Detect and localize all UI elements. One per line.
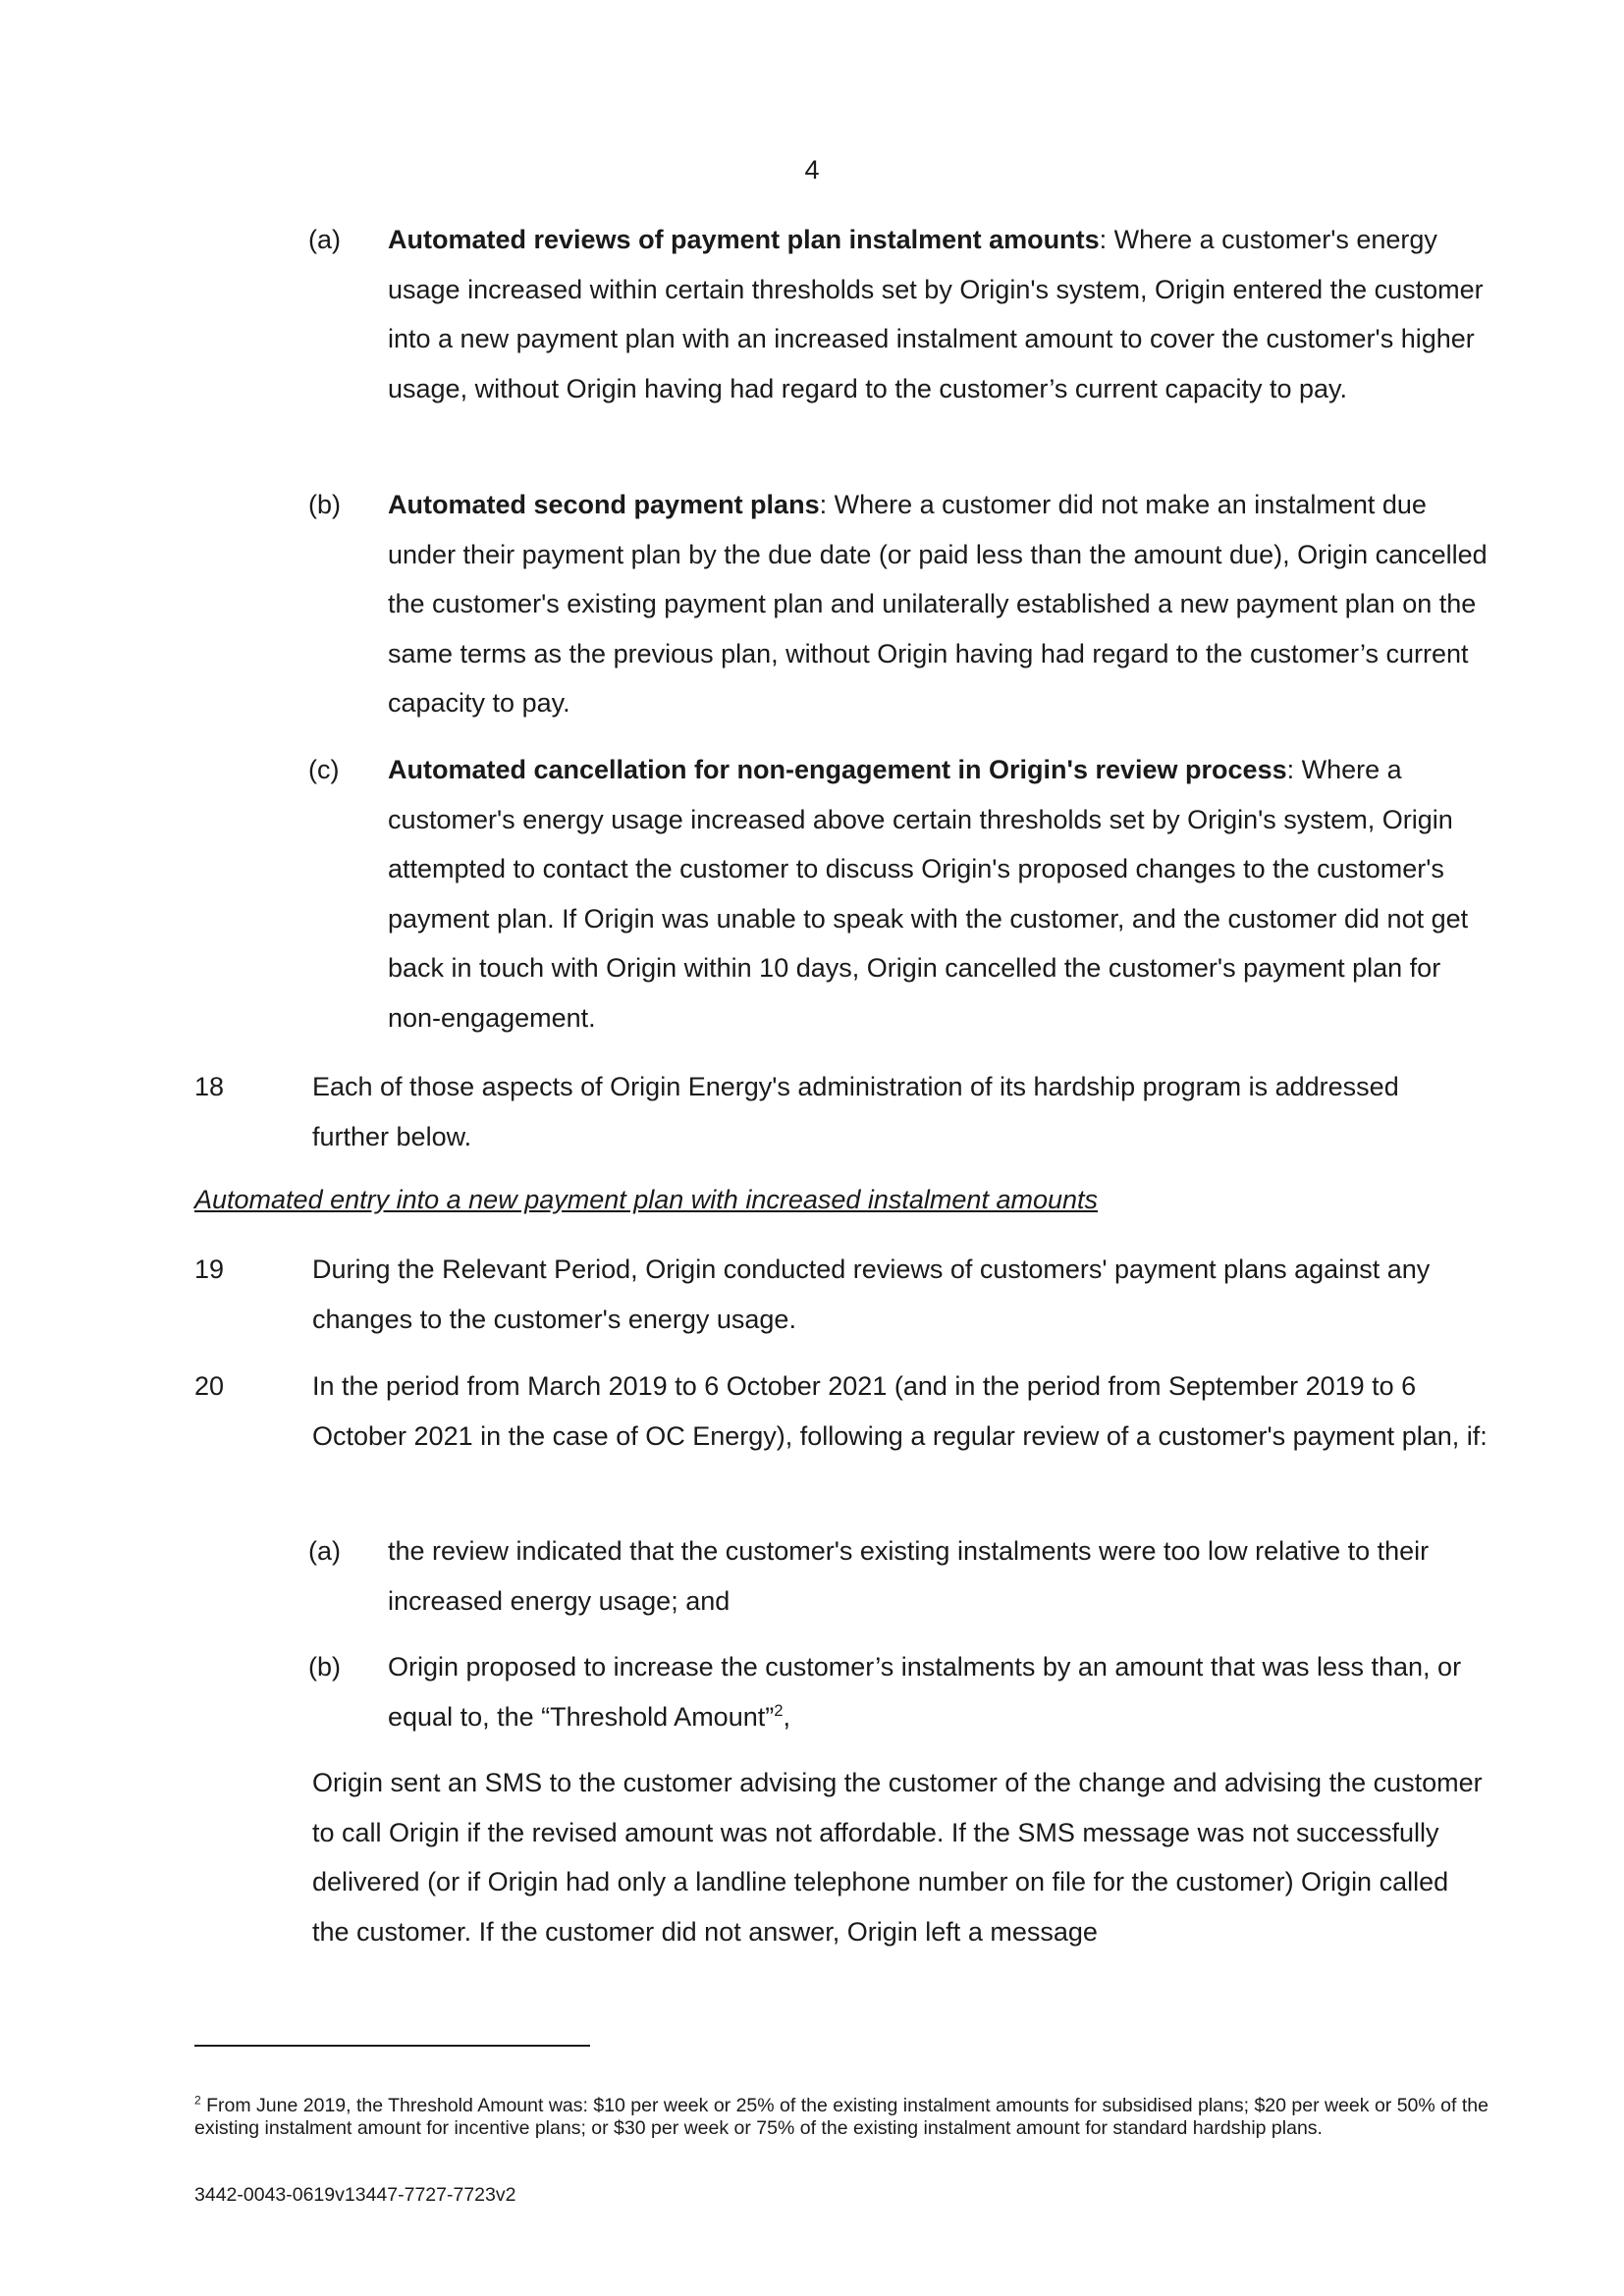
footnote xyxy=(194,2095,1490,2140)
item-a-text xyxy=(388,215,1488,413)
page-number: 4 xyxy=(804,155,820,185)
footnote-text: From June 2019, the Threshold Amount was: $10 per week or 25% of the existing instalment amounts for subsidised plans; $20 per week or 50% of the existing instalment amount for incentive plans; or $30 per week or 75% of the existing instalment amount for standard hardship plans. xyxy=(194,2095,1489,2139)
document-reference: 3442-0043-0619v13447-7727-7723v2 xyxy=(194,2184,516,2206)
footnote-reference[interactable]: 2 xyxy=(774,1700,784,1720)
paragraph-20-item-b-label: (b) xyxy=(308,1652,341,1682)
paragraph-20-item-a-text: the review indicated that the customer's existing instalments were too low relative to their increased energy usage; and xyxy=(388,1536,1430,1616)
item-c-heading: Automated cancellation for non-engagement in Origin's review process xyxy=(388,755,1287,784)
paragraph-20-number: 20 xyxy=(194,1371,225,1401)
paragraph-18-number: 18 xyxy=(194,1072,225,1101)
item-a-label: (a) xyxy=(308,225,341,254)
section-heading: Automated entry into a new payment plan with increased instalment amounts xyxy=(194,1185,1099,1214)
paragraph-20-item-b-text xyxy=(388,1642,1488,1741)
item-a-body: : Where a customer's energy usage increased within certain thresholds set by Origin's system, Origin entered the customer into a new payment plan with an increased instalment amount to cover the customer's higher usage, without Origin having had regard to the customer’s current capacity to pay. xyxy=(388,225,1484,403)
paragraph-20-item-b-tail: , xyxy=(783,1701,791,1732)
footnote-separator xyxy=(194,2045,590,2047)
paragraph-20-item-b-body: Origin proposed to increase the customer’s instalments by an amount that was less than, or equal to, the “Threshold Amount” xyxy=(388,1652,1462,1732)
paragraph-20-closing: Origin sent an SMS to the customer advising the customer of the change and advising the customer to call Origin if the revised amount was not affordable. If the SMS message was not successfully delivered (or if Origin had only a landline telephone number on file for the customer) Origin called the customer. If the customer did not answer, Origin left a message xyxy=(312,1768,1483,1947)
item-a-heading: Automated reviews of payment plan instalment amounts xyxy=(388,225,1100,254)
paragraph-19-number: 19 xyxy=(194,1255,225,1284)
paragraph-20-item-a-label: (a) xyxy=(308,1536,341,1566)
item-b-body: : Where a customer did not make an instalment due under their payment plan by the due date (or paid less than the amount due), Origin cancelled the customer's existing payment plan and unilaterally established a new payment plan on the same terms as the previous plan, without Origin having had regard to the customer’s current capacity to pay. xyxy=(388,490,1488,718)
item-c-label: (c) xyxy=(308,755,340,784)
paragraph-18-text: Each of those aspects of Origin Energy's administration of its hardship program is addressed further below. xyxy=(312,1072,1399,1151)
item-b-heading: Automated second payment plans xyxy=(388,490,820,519)
item-c-body: : Where a customer's energy usage increased above certain thresholds set by Origin's system, Origin attempted to contact the customer to discuss Origin's proposed changes to the customer's payment plan. If Origin was unable to speak with the customer, and the customer did not get back in touch with Origin within 10 days, Origin cancelled the customer's payment plan for non-engagement. xyxy=(388,755,1469,1033)
footnote-marker: 2 xyxy=(194,2093,201,2108)
item-b-text xyxy=(388,480,1488,728)
paragraph-19-text: During the Relevant Period, Origin conducted reviews of customers' payment plans against any changes to the customer's energy usage. xyxy=(312,1255,1431,1334)
item-b-label: (b) xyxy=(308,490,341,519)
item-c-text xyxy=(388,745,1488,1042)
paragraph-20-text: In the period from March 2019 to 6 October 2021 (and in the period from September 2019 to 6 October 2021 in the case of OC Energy), following a regular review of a customer's payment plan, if: xyxy=(312,1371,1488,1451)
